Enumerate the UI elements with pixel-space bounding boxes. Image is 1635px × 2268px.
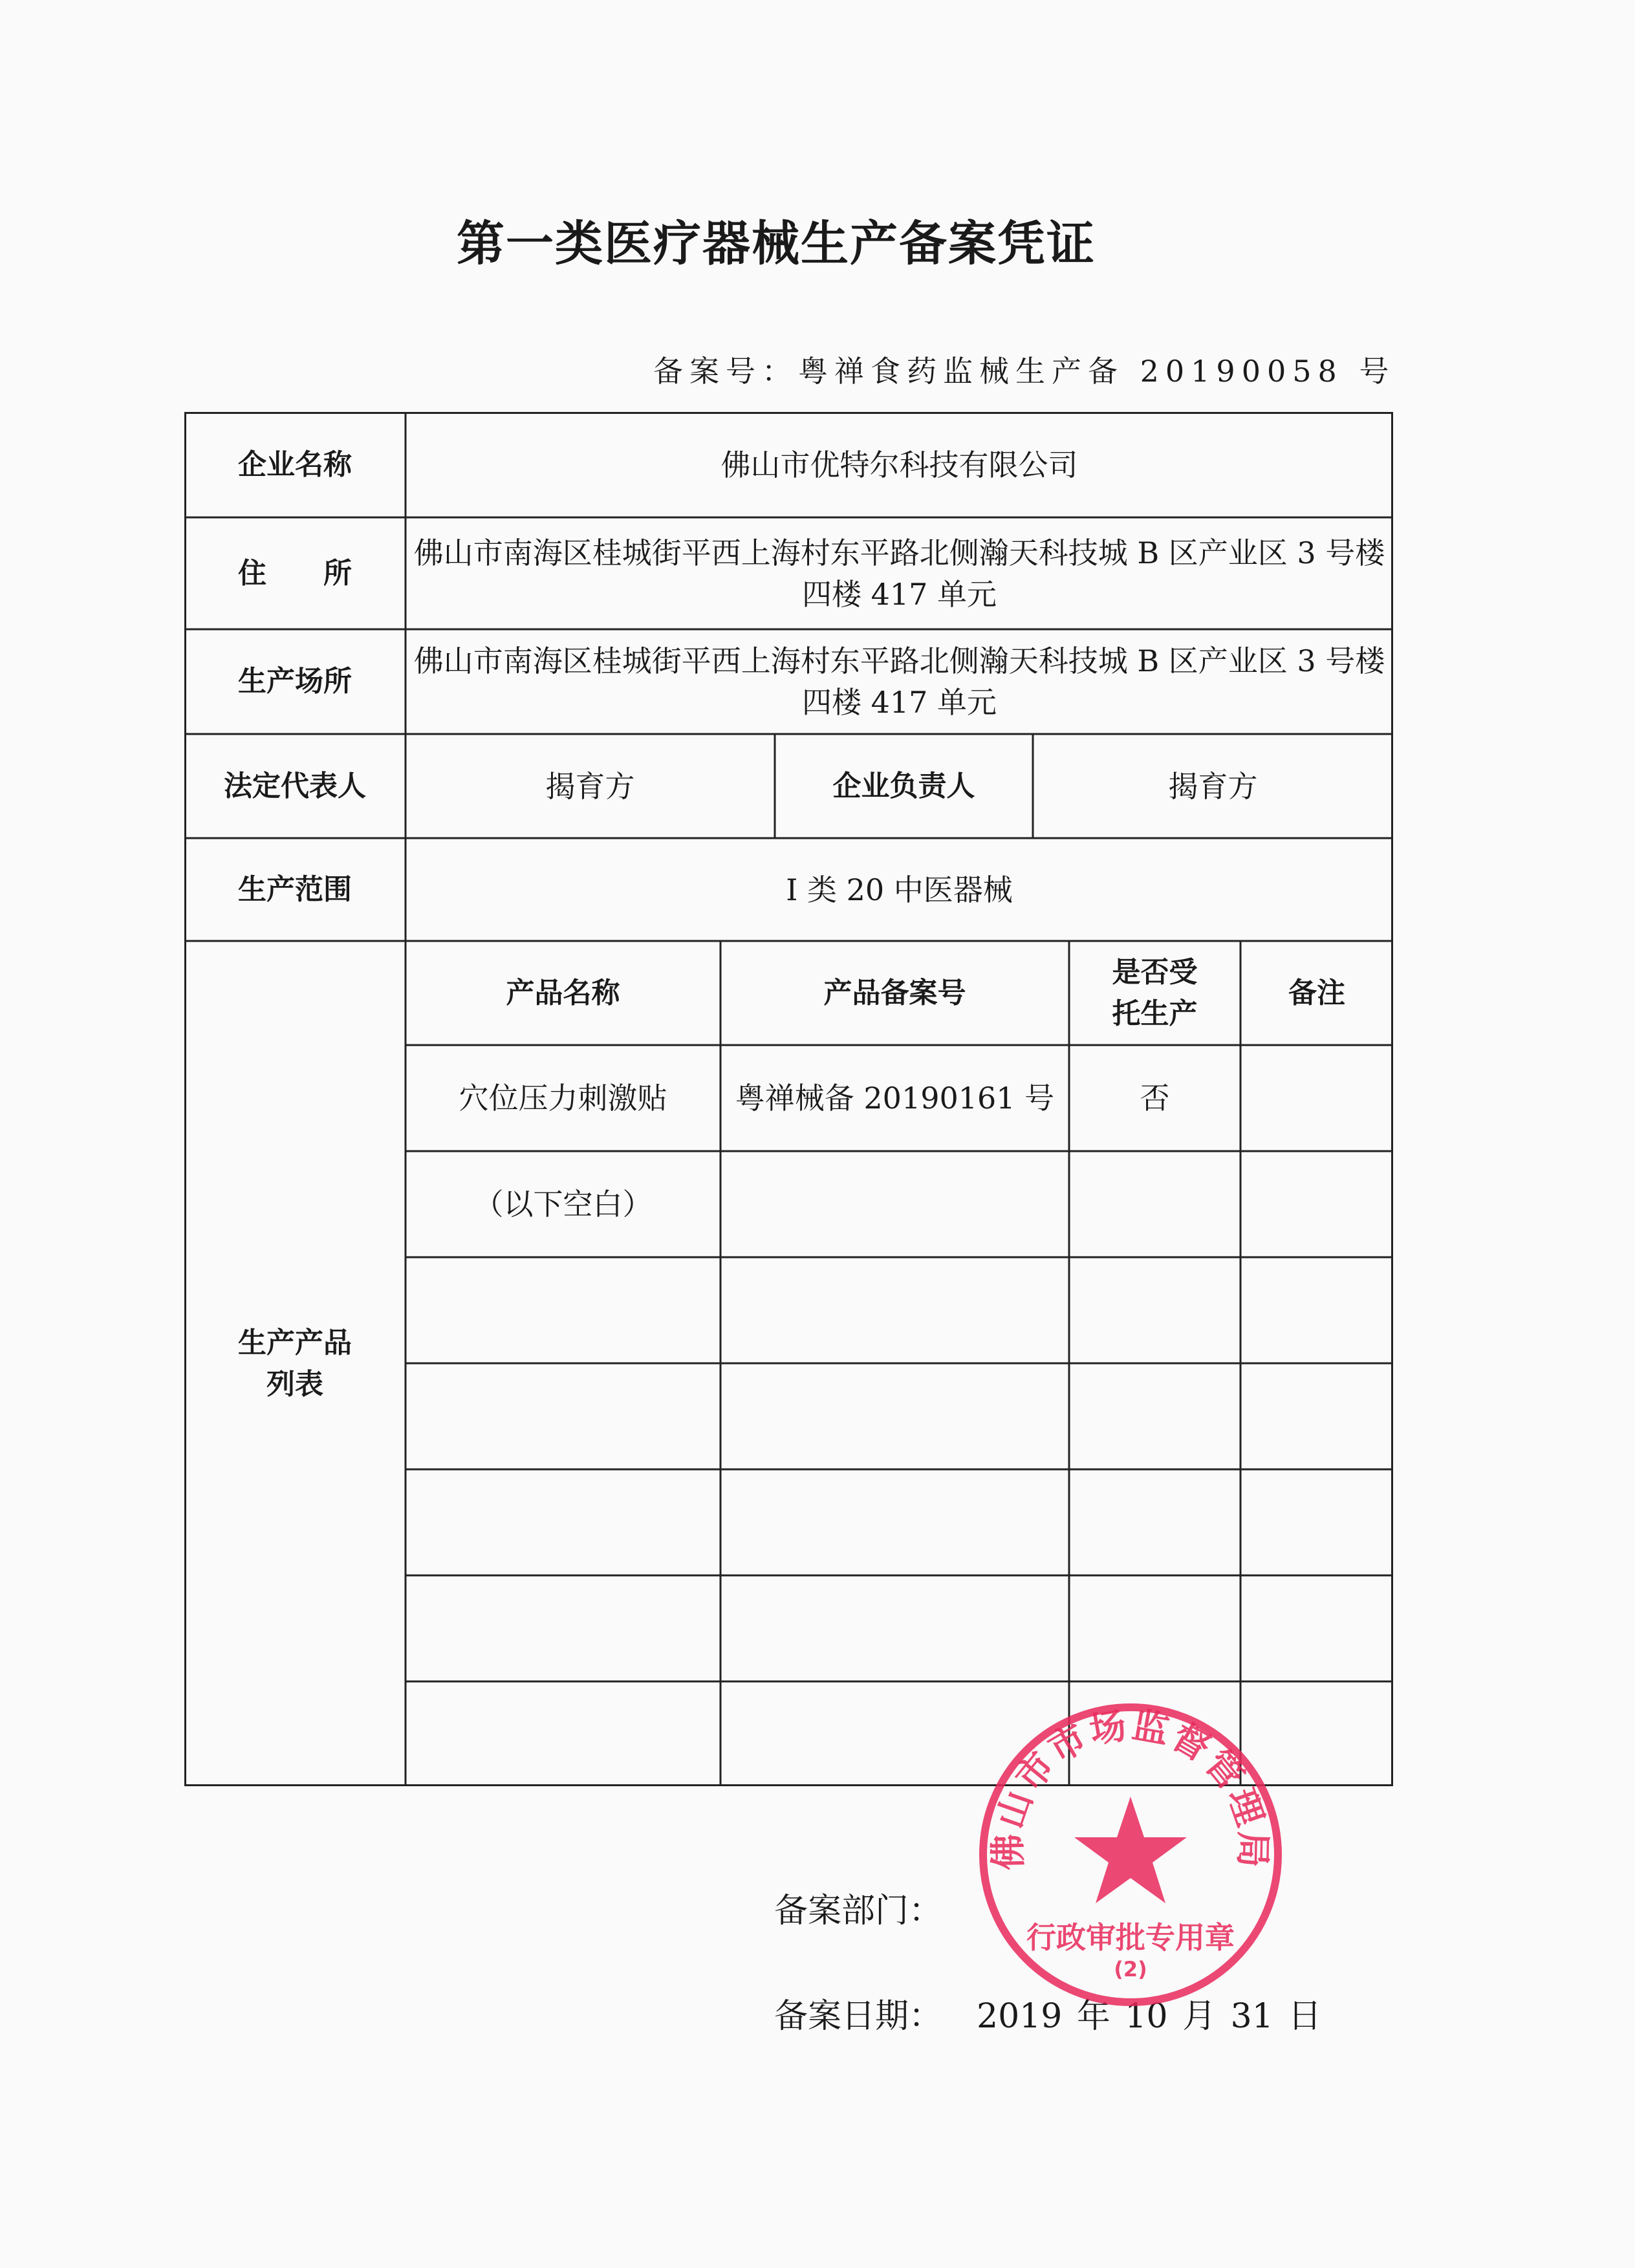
date-label: 备案日期： [774,1997,943,2036]
row-7-product-name [406,1681,720,1787]
company-name-value: 佛山市优特尔科技有限公司 [720,447,1078,482]
row-2-product-name: （以下空白） [473,1187,653,1222]
person-in-charge-label: 企业负责人 [832,769,975,803]
page-title: 第一类医疗器械生产备案凭证 [457,216,1096,272]
row-5-product-record-no [720,1469,1069,1575]
row-3-remarks [1240,1257,1393,1363]
legal-rep-label: 法定代表人 [224,769,366,803]
date-value: 2019 年 10 月 31 日 [977,1997,1322,2036]
official-seal [975,1700,1286,2075]
row-5-product-name [406,1469,720,1575]
seal-code: (2) [1114,1957,1147,1982]
row-4-remarks [1240,1363,1393,1469]
address-value: 佛山市南海区桂城街平西上海村东平路北侧瀚天科技城 B 区产业区 3 号楼四楼 417 单元 [413,535,1385,612]
row-1-entrusted: 否 [1140,1081,1170,1116]
product-list-label: 生产产品列表 [238,1326,352,1401]
address-label: 住 所 [238,556,352,590]
row-2-product-record-no [720,1151,1069,1257]
seal-arc-text: 佛山市市场监督管理局 [987,1704,1274,1871]
row-1-remarks [1240,1045,1393,1151]
person-in-charge-value: 揭育方 [1168,768,1258,804]
scope-label: 生产范围 [238,872,352,906]
record-number: 备案号：粤禅食药监械生产备 20190058 号 [653,354,1396,389]
seal-caption: 行政审批专用章 [1026,1920,1235,1955]
company-name-label: 企业名称 [238,448,352,481]
row-6-product-record-no [720,1575,1069,1681]
row-4-product-name [406,1363,720,1469]
row-1-product-name: 穴位压力刺激贴 [459,1081,667,1116]
row-5-remarks [1240,1469,1393,1575]
row-3-product-record-no [720,1257,1069,1363]
header-entrusted: 是否受托生产 [1112,955,1198,1030]
row-3-entrusted [1069,1257,1240,1363]
row-1-product-record-no: 粤禅械备 20190161 号 [735,1081,1055,1116]
row-5-entrusted [1069,1469,1240,1575]
department-label: 备案部门： [774,1892,943,1930]
row-2-remarks [1240,1151,1393,1257]
production-site-value: 佛山市南海区桂城街平西上海村东平路北侧瀚天科技城 B 区产业区 3 号楼四楼 417 单元 [413,643,1385,720]
header-product-name: 产品名称 [506,976,620,1010]
row-6-entrusted [1069,1575,1240,1681]
row-4-product-record-no [720,1363,1069,1469]
star-icon [1074,1797,1187,1903]
header-remarks: 备注 [1288,976,1345,1010]
row-4-entrusted [1069,1363,1240,1469]
row-6-remarks [1240,1575,1393,1681]
record-table [184,412,1393,1786]
row-2-entrusted [1069,1151,1240,1257]
legal-rep-value: 揭育方 [545,768,635,804]
header-product-record-no: 产品备案号 [823,976,966,1010]
row-3-product-name [406,1257,720,1363]
production-site-label: 生产场所 [238,665,352,698]
row-6-product-name [406,1575,720,1681]
scope-value: I 类 20 中医器械 [786,872,1013,907]
